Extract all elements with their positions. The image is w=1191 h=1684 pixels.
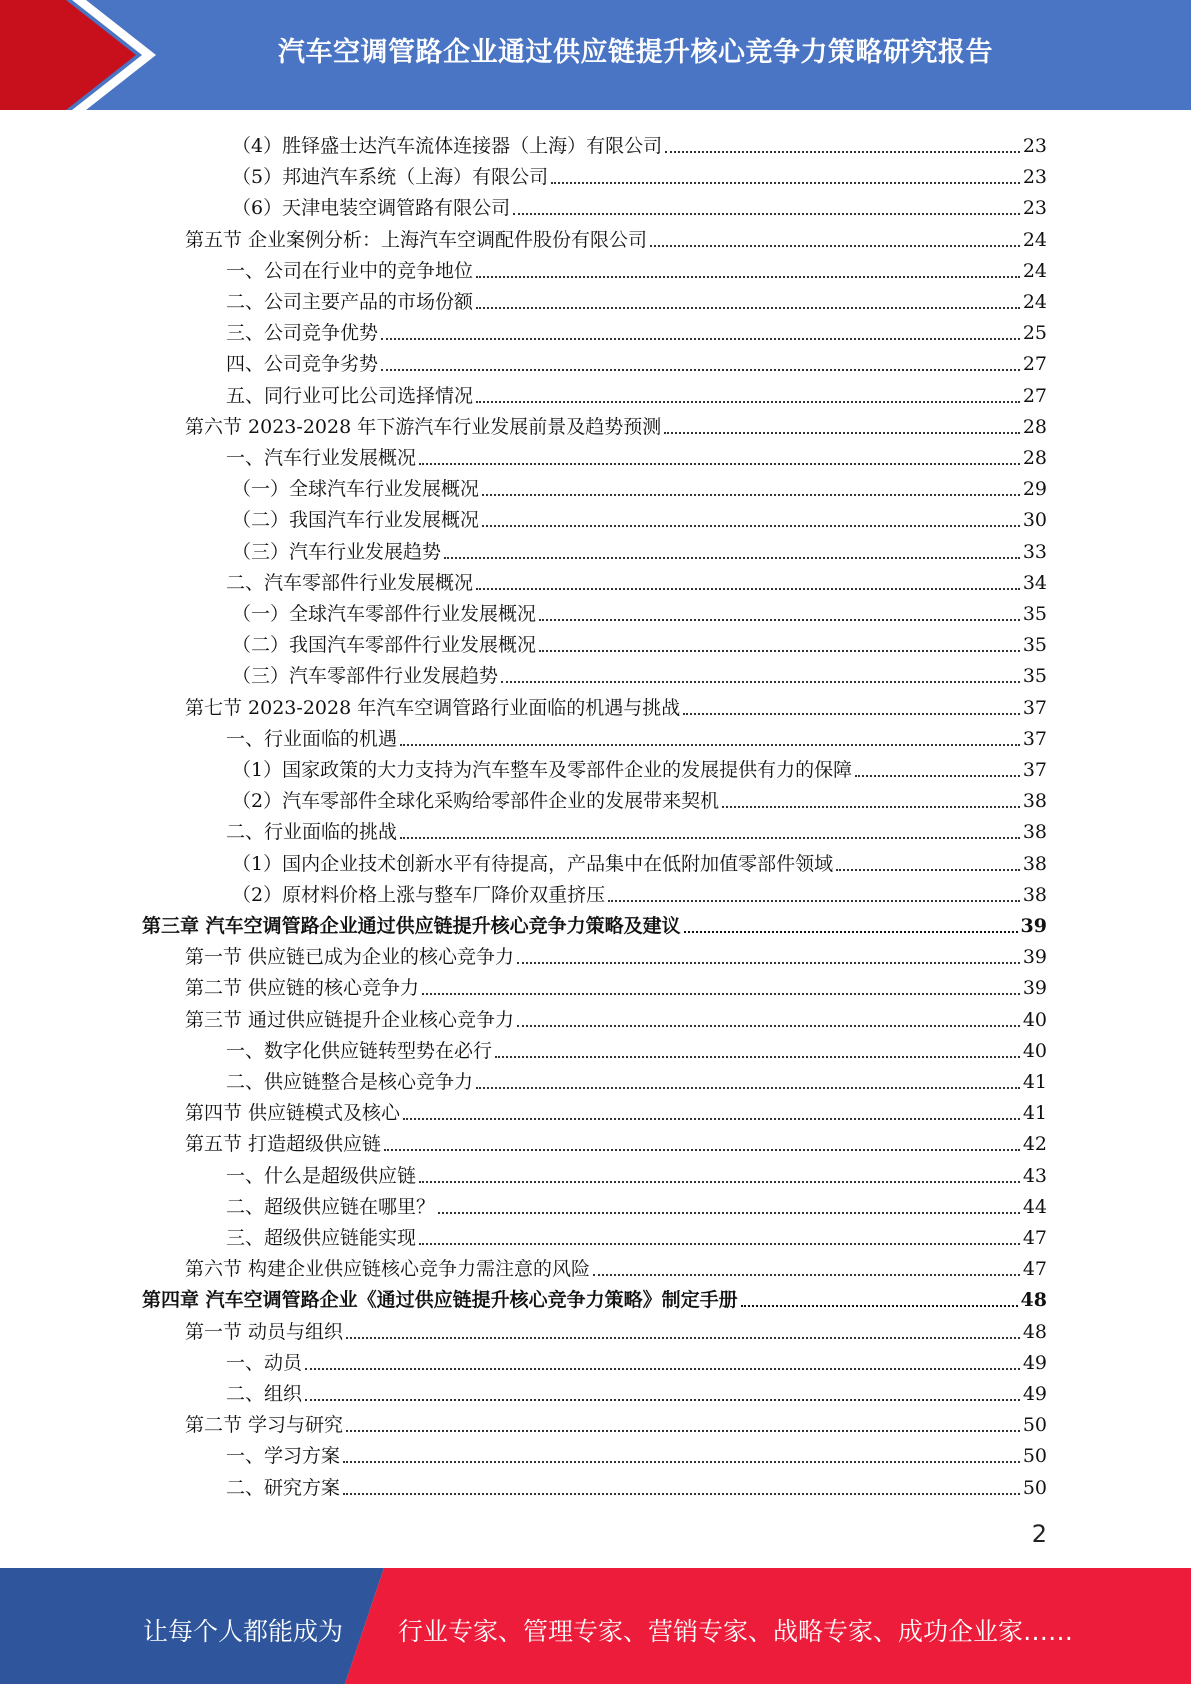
toc-entry-page: 44 [1022, 1195, 1047, 1218]
toc-entry-page: 48 [1022, 1320, 1047, 1343]
toc-entry-title: （6）天津电装空调管路有限公司 [232, 197, 511, 220]
toc-dot-leader [722, 806, 1020, 808]
toc-entry-title: （1）国内企业技术创新水平有待提高，产品集中在低附加值零部件领域 [232, 852, 834, 875]
toc-entry-title: 第二节 学习与研究 [185, 1414, 344, 1437]
toc-entry[interactable] [226, 439, 1047, 470]
toc-dot-leader [346, 1337, 1020, 1339]
toc-entry[interactable] [232, 127, 1047, 158]
toc-entry-page: 50 [1022, 1414, 1047, 1437]
toc-entry-page: 24 [1022, 228, 1047, 251]
toc-dot-leader [517, 1025, 1020, 1027]
toc-dot-leader [346, 1430, 1020, 1432]
toc-entry-title: 三、超级供应链能实现 [226, 1227, 417, 1249]
toc-entry-title: 一、学习方案 [226, 1445, 341, 1468]
toc-entry-page: 28 [1022, 415, 1047, 438]
toc-dot-leader [539, 619, 1020, 621]
toc-entry[interactable] [232, 533, 1047, 564]
page-footer [0, 1568, 1191, 1684]
toc-entry[interactable] [226, 1437, 1047, 1468]
toc-dot-leader [403, 1118, 1020, 1120]
toc-entry-title: （二）我国汽车行业发展概况 [232, 509, 480, 532]
toc-entry-title: 四、公司竞争劣势 [226, 353, 379, 376]
toc-dot-leader [513, 213, 1020, 215]
toc-entry[interactable] [142, 907, 1047, 938]
toc-entry-title: （二）我国汽车零部件行业发展概况 [232, 634, 537, 657]
header-title: 汽车空调管路企业通过供应链提升核心竞争力策略研究报告 [278, 37, 993, 68]
page-number: 2 [1031, 1520, 1047, 1548]
toc-dot-leader [305, 1399, 1020, 1401]
toc-entry[interactable] [226, 813, 1047, 844]
toc-entry-page: 40 [1022, 1008, 1047, 1031]
toc-entry[interactable] [185, 1001, 1047, 1032]
toc-entry[interactable] [226, 314, 1047, 345]
toc-entry[interactable] [226, 283, 1047, 314]
toc-entry-title: （1）国家政策的大力支持为汽车整车及零部件企业的发展提供有力的保障 [232, 759, 853, 781]
toc-entry-title: 二、超级供应链在哪里？ [226, 1195, 436, 1218]
toc-entry[interactable] [232, 751, 1047, 782]
toc-entry-title: 一、动员 [226, 1351, 303, 1374]
toc-entry-title: 第一节 供应链已成为企业的核心竞争力 [185, 946, 515, 969]
toc-dot-leader [855, 775, 1020, 777]
toc-entry-page: 24 [1022, 259, 1047, 282]
toc-entry-page: 39 [1022, 946, 1047, 969]
toc-dot-leader [683, 713, 1020, 715]
toc-entry-title: 二、公司主要产品的市场份额 [226, 291, 474, 313]
toc-entry[interactable] [185, 1094, 1047, 1125]
toc-dot-leader [551, 182, 1020, 184]
toc-dot-leader [836, 869, 1020, 871]
toc-entry-title: 第四章 汽车空调管路企业《通过供应链提升核心竞争力策略》制定手册 [142, 1289, 738, 1312]
toc-entry[interactable] [232, 595, 1047, 626]
toc-dot-leader [517, 962, 1020, 964]
toc-entry[interactable] [232, 470, 1047, 501]
toc-entry[interactable] [232, 876, 1047, 907]
toc-dot-leader [665, 151, 1020, 153]
toc-entry-title: 二、研究方案 [226, 1476, 341, 1499]
toc-entry-title: 一、汽车行业发展概况 [226, 447, 417, 469]
toc-entry-page: 27 [1022, 353, 1047, 376]
toc-dot-leader [608, 900, 1020, 902]
toc-entry-title: 第六节 构建企业供应链核心竞争力需注意的风险 [185, 1258, 591, 1281]
toc-entry-page: 50 [1022, 1445, 1047, 1468]
toc-entry-page: 38 [1022, 821, 1047, 844]
toc-dot-leader [476, 401, 1020, 403]
toc-dot-leader [419, 1181, 1020, 1183]
toc-entry-title: 第七节 2023-2028 年汽车空调管路行业面临的机遇与挑战 [185, 696, 681, 719]
toc-entry-title: 第五节 企业案例分析：上海汽车空调配件股份有限公司 [185, 228, 648, 251]
toc-entry-page: 48 [1020, 1289, 1047, 1312]
toc-entry[interactable] [185, 938, 1047, 969]
toc-dot-leader [476, 1087, 1020, 1089]
toc-entry[interactable] [232, 782, 1047, 813]
toc-entry-page: 30 [1022, 509, 1047, 532]
toc-entry-page: 25 [1022, 322, 1047, 345]
toc-dot-leader [593, 1274, 1020, 1276]
toc-entry[interactable] [185, 221, 1047, 252]
footer-slogan-left: 让每个人都能成为 [143, 1617, 344, 1646]
footer-slogan-right: 行业专家、管理专家、营销专家、战略专家、成功企业家…… [398, 1617, 1074, 1646]
toc-entry[interactable] [232, 657, 1047, 688]
toc-entry-page: 35 [1022, 634, 1047, 657]
toc-entry[interactable] [226, 1344, 1047, 1375]
toc-entry[interactable] [226, 1375, 1047, 1406]
toc-dot-leader [444, 557, 1020, 559]
toc-entry-page: 38 [1022, 852, 1047, 875]
toc-entry-title: （一）全球汽车零部件行业发展概况 [232, 603, 537, 625]
toc-entry[interactable] [226, 564, 1047, 595]
toc-entry-page: 38 [1022, 790, 1047, 813]
toc-entry-page: 35 [1022, 665, 1047, 688]
toc-entry-page: 38 [1022, 883, 1047, 906]
toc-dot-leader [400, 744, 1020, 746]
toc-dot-leader [419, 463, 1020, 465]
toc-entry-page: 41 [1022, 1102, 1047, 1125]
toc-entry[interactable] [226, 1063, 1047, 1094]
toc-dot-leader [305, 1368, 1020, 1370]
toc-dot-leader [476, 588, 1020, 590]
toc-entry[interactable] [185, 1250, 1047, 1281]
toc-dot-leader [419, 1243, 1020, 1245]
toc-entry-title: 第三章 汽车空调管路企业通过供应链提升核心竞争力策略及建议 [142, 915, 681, 937]
toc-entry-page: 47 [1022, 1258, 1047, 1281]
toc-entry-title: 第四节 供应链模式及核心 [185, 1102, 401, 1125]
toc-dot-leader [476, 307, 1020, 309]
toc-dot-leader [741, 1305, 1018, 1307]
toc-dot-leader [384, 1149, 1020, 1151]
toc-entry-page: 47 [1022, 1227, 1047, 1249]
toc-entry-page: 28 [1022, 447, 1047, 469]
toc-entry-title: 三、公司竞争优势 [226, 322, 379, 345]
toc-entry-page: 43 [1022, 1164, 1047, 1187]
toc-dot-leader [381, 338, 1020, 340]
toc-dot-leader [343, 1493, 1020, 1495]
toc-dot-leader [650, 245, 1020, 247]
toc-dot-leader [400, 837, 1020, 839]
toc-entry[interactable] [226, 252, 1047, 283]
toc-entry-page: 37 [1022, 759, 1047, 781]
toc-entry-page: 49 [1022, 1351, 1047, 1374]
toc-entry-title: （4）胜铎盛士达汽车流体连接器（上海）有限公司 [232, 135, 663, 157]
toc-entry[interactable] [142, 1281, 1047, 1312]
toc-entry[interactable] [232, 189, 1047, 220]
toc-entry[interactable] [226, 345, 1047, 376]
toc-entry[interactable] [226, 1188, 1047, 1219]
toc-entry-title: （一）全球汽车行业发展概况 [232, 478, 480, 501]
toc-dot-leader [684, 931, 1018, 933]
toc-entry-page: 37 [1022, 727, 1047, 750]
toc-entry-page: 23 [1022, 135, 1047, 157]
toc-entry[interactable] [185, 969, 1047, 1000]
toc-entry-page: 40 [1022, 1039, 1047, 1062]
toc-entry-page: 37 [1022, 696, 1047, 719]
toc-dot-leader [501, 681, 1020, 683]
toc-entry-page: 23 [1022, 166, 1047, 189]
toc-entry[interactable] [226, 1219, 1047, 1250]
toc-entry[interactable] [185, 408, 1047, 439]
toc-dot-leader [343, 1461, 1020, 1463]
toc-entry-title: 一、什么是超级供应链 [226, 1164, 417, 1187]
toc-dot-leader [495, 1056, 1020, 1058]
toc-entry[interactable] [232, 845, 1047, 876]
toc-entry-title: （5）邦迪汽车系统（上海）有限公司 [232, 166, 549, 189]
toc-entry-page: 42 [1022, 1133, 1047, 1156]
toc-entry-page: 39 [1020, 915, 1047, 937]
toc-entry-title: 二、汽车零部件行业发展概况 [226, 571, 474, 594]
toc-entry-page: 41 [1022, 1071, 1047, 1093]
toc-entry-page: 33 [1022, 540, 1047, 563]
toc-dot-leader [482, 494, 1020, 496]
toc-entry-page: 24 [1022, 291, 1047, 313]
toc-dot-leader [482, 525, 1020, 527]
toc-entry-title: 第二节 供应链的核心竞争力 [185, 977, 420, 1000]
toc-entry-title: 第三节 通过供应链提升企业核心竞争力 [185, 1008, 515, 1031]
toc-dot-leader [476, 276, 1020, 278]
toc-entry[interactable] [226, 1157, 1047, 1188]
toc-entry[interactable] [232, 501, 1047, 532]
toc-entry-title: 第五节 打造超级供应链 [185, 1133, 382, 1156]
toc-entry[interactable] [226, 1032, 1047, 1063]
toc-entry[interactable] [185, 689, 1047, 720]
toc-entry-title: 一、行业面临的机遇 [226, 727, 398, 750]
page-header [0, 0, 1191, 110]
toc-entry[interactable] [226, 720, 1047, 751]
toc-entry-page: 23 [1022, 197, 1047, 220]
toc-entry-title: 二、组织 [226, 1383, 303, 1405]
toc-entry-page: 34 [1022, 571, 1047, 594]
toc-entry-page: 27 [1022, 384, 1047, 407]
toc-entry-page: 29 [1022, 478, 1047, 501]
toc-entry-page: 39 [1022, 977, 1047, 1000]
toc-dot-leader [422, 993, 1020, 995]
toc-entry-title: 五、同行业可比公司选择情况 [226, 384, 474, 407]
toc-entry-title: 第一节 动员与组织 [185, 1320, 344, 1343]
toc-entry-title: （2）原材料价格上涨与整车厂降价双重挤压 [232, 883, 606, 906]
toc-entry[interactable] [185, 1125, 1047, 1156]
toc-entry-title: （三）汽车零部件行业发展趋势 [232, 665, 499, 688]
toc-entry-title: 一、数字化供应链转型势在必行 [226, 1039, 493, 1062]
toc-entry-title: （2）汽车零部件全球化采购给零部件企业的发展带来契机 [232, 790, 720, 813]
toc-dot-leader [539, 650, 1020, 652]
toc-entry-title: 第六节 2023-2028 年下游汽车行业发展前景及趋势预测 [185, 415, 662, 438]
toc-entry[interactable] [185, 1406, 1047, 1437]
toc-entry[interactable] [232, 626, 1047, 657]
toc-entry[interactable] [226, 377, 1047, 408]
toc-dot-leader [381, 369, 1020, 371]
toc-entry-title: （三）汽车行业发展趋势 [232, 540, 442, 563]
toc-entry[interactable] [226, 1469, 1047, 1500]
toc-dot-leader [664, 432, 1020, 434]
toc-entry-title: 一、公司在行业中的竞争地位 [226, 259, 474, 282]
toc-entry-title: 二、供应链整合是核心竞争力 [226, 1071, 474, 1093]
toc-entry[interactable] [185, 1313, 1047, 1344]
toc-entry[interactable] [232, 158, 1047, 189]
toc-entry-title: 二、行业面临的挑战 [226, 821, 398, 844]
toc-entry-page: 50 [1022, 1476, 1047, 1499]
toc-dot-leader [438, 1212, 1020, 1214]
toc-entry-page: 49 [1022, 1383, 1047, 1405]
toc-entry-page: 35 [1022, 603, 1047, 625]
